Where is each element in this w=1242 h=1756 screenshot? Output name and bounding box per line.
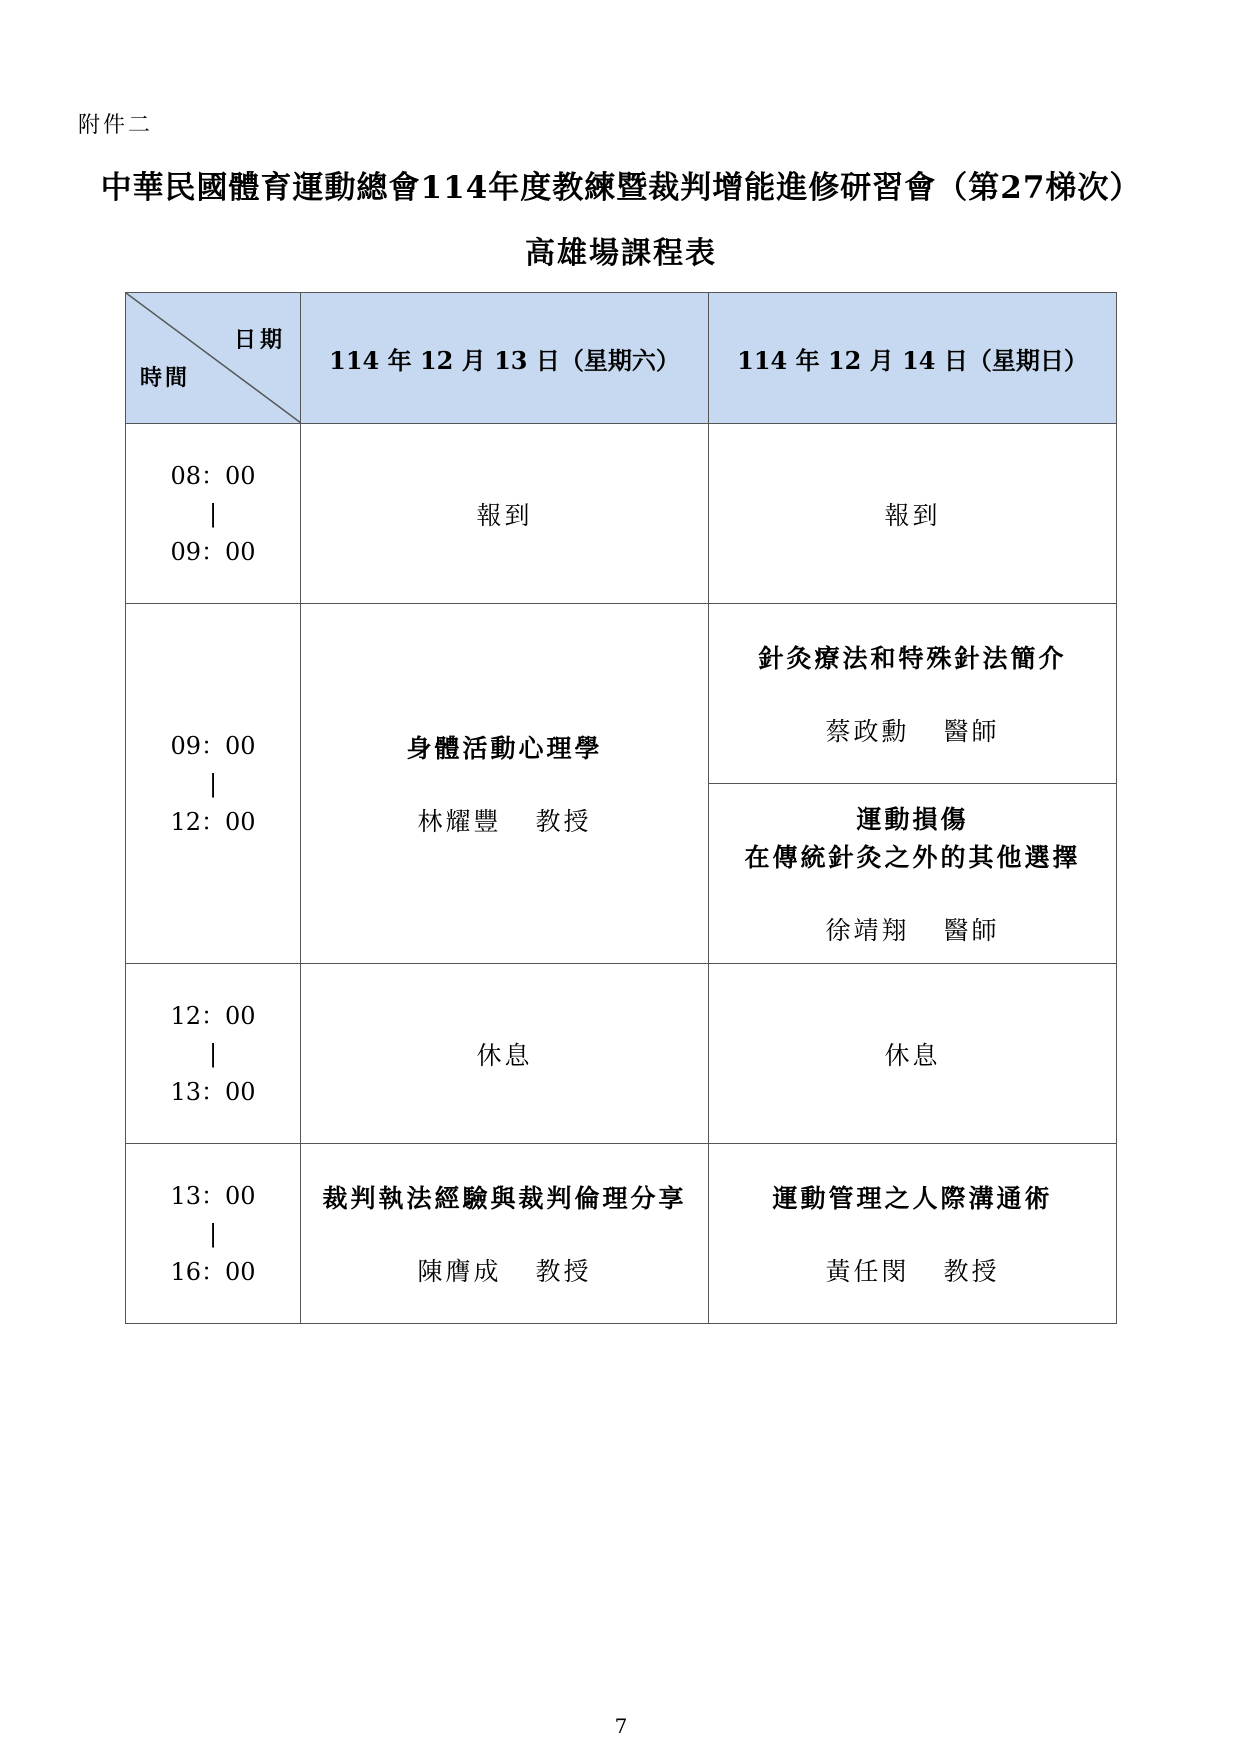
speaker [709, 712, 1116, 748]
break-day2: 休息 [709, 964, 1117, 1144]
slot-start: 08：00 [170, 461, 256, 490]
course-title: 裁判執法經驗與裁判倫理分享 [322, 1183, 687, 1213]
slot-start: 12：00 [170, 1001, 256, 1030]
course-title: 針灸療法和特殊針法簡介 [758, 643, 1067, 673]
time-axis-label: 時間 [140, 365, 191, 391]
checkin-day1: 報到 [301, 424, 709, 604]
course-cell [301, 1144, 709, 1324]
speaker-role: 教授 [535, 806, 592, 836]
time-slot-cell [126, 1144, 301, 1324]
slot-separator: | [208, 499, 218, 528]
speaker-name: 蔡政勳 [825, 716, 910, 746]
slot-start: 09：00 [170, 731, 256, 760]
slot-start: 13：00 [170, 1181, 256, 1210]
slot-separator: | [208, 1219, 218, 1248]
time-slot-cell [126, 604, 301, 964]
slot-end: 13：00 [170, 1077, 256, 1106]
table-row [126, 604, 1117, 784]
checkin-day2: 報到 [709, 424, 1117, 604]
time-slot-cell [126, 424, 301, 604]
speaker [709, 911, 1116, 947]
table-header-row [126, 293, 1117, 424]
break-day1: 休息 [301, 964, 709, 1144]
speaker-role: 醫師 [943, 716, 1000, 746]
course-title: 運動管理之人際溝通術 [772, 1183, 1053, 1213]
table-row [126, 964, 1117, 1144]
speaker [301, 802, 708, 838]
diagonal-header-cell [126, 293, 301, 424]
time-slot-cell [126, 964, 301, 1144]
speaker-name: 黃任閔 [825, 1256, 910, 1286]
course-cell [301, 604, 709, 964]
course-cell [709, 1144, 1117, 1324]
speaker-role: 教授 [943, 1256, 1000, 1286]
speaker [301, 1252, 708, 1288]
course-title-line1: 運動損傷 [856, 804, 969, 834]
speaker-role: 醫師 [943, 915, 1000, 945]
document-title: 中華民國體育運動總會114年度教練暨裁判增能進修研習會（第27梯次） [100, 170, 1142, 206]
slot-separator: | [208, 769, 218, 798]
header-day2: 114 年 12 月 14 日（星期日） [709, 293, 1117, 424]
header-day1: 114 年 12 月 13 日（星期六） [301, 293, 709, 424]
page-number: 7 [614, 1714, 628, 1738]
diagonal-line [126, 293, 301, 423]
speaker-role: 教授 [535, 1256, 592, 1286]
speaker-name: 陳膺成 [417, 1256, 502, 1286]
document-subtitle: 高雄場課程表 [525, 236, 717, 271]
schedule-table [125, 292, 1117, 1324]
speaker-name: 徐靖翔 [825, 915, 910, 945]
date-axis-label: 日期 [233, 327, 286, 353]
table-row [126, 1144, 1117, 1324]
attachment-label: 附件二 [78, 113, 154, 138]
slot-end: 09：00 [170, 537, 256, 566]
course-cell [709, 784, 1117, 964]
course-title: 身體活動心理學 [406, 733, 603, 763]
slot-end: 12：00 [170, 807, 256, 836]
slot-end: 16：00 [170, 1257, 256, 1286]
speaker-name: 林耀豐 [417, 806, 502, 836]
speaker [709, 1252, 1116, 1288]
table-row [126, 424, 1117, 604]
course-cell [709, 604, 1117, 784]
course-title-line2: 在傳統針灸之外的其他選擇 [744, 842, 1081, 872]
slot-separator: | [208, 1039, 218, 1068]
